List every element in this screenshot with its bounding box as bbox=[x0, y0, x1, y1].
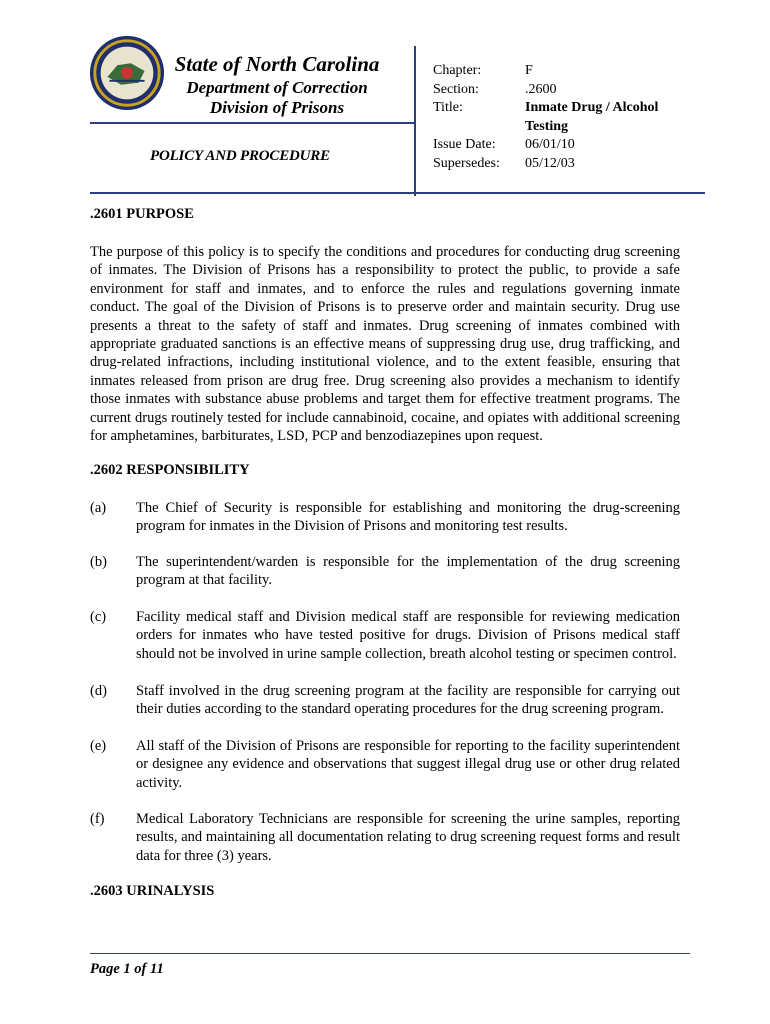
list-item bbox=[90, 737, 680, 792]
list-item-text: Facility medical staff and Division medical staff are responsible for reviewing medication orders for inmates who have tested positive for drugs. Division of Prisons medical staff should not be involved in urine sample collection, breath alcohol testing or specimen control. bbox=[136, 609, 680, 662]
policy-label: POLICY AND PROCEDURE bbox=[150, 148, 330, 164]
list-item-text: The Chief of Security is responsible for establishing and monitoring the drug-screening program for inmates in the Division of Prisons and monitoring test results. bbox=[136, 500, 680, 535]
list-item bbox=[90, 553, 680, 590]
chapter-label: Chapter: bbox=[433, 63, 482, 78]
list-item-text: Staff involved in the drug screening program at the facility are responsible for carrying out their duties according to the standard operating procedures for the drug screening program. bbox=[136, 683, 680, 718]
list-item-label: (a) bbox=[90, 500, 107, 516]
header-divider-vertical bbox=[414, 46, 416, 196]
list-item-label: (e) bbox=[90, 738, 107, 754]
list-item-label: (d) bbox=[90, 683, 107, 699]
division-title: Division of Prisons bbox=[209, 98, 345, 117]
chapter-value: F bbox=[525, 63, 533, 78]
list-item bbox=[90, 682, 680, 719]
supersedes-value: 05/12/03 bbox=[525, 155, 575, 171]
supersedes-label: Supersedes: bbox=[433, 155, 500, 171]
title-label: Title: bbox=[433, 100, 463, 115]
department-seal-icon bbox=[88, 34, 166, 112]
state-title: State of North Carolina bbox=[174, 52, 380, 76]
page-number: Page 1 of 11 bbox=[90, 961, 164, 977]
issue-date-label: Issue Date: bbox=[433, 137, 496, 152]
header-divider-bottom bbox=[90, 192, 705, 194]
list-item-text: All staff of the Division of Prisons are responsible for reporting to the facility superintendent or designee any evidence and observations that suggest illegal drug use or other drug related activity. bbox=[136, 738, 680, 791]
purpose-heading: .2601 PURPOSE bbox=[90, 206, 194, 222]
list-item bbox=[90, 810, 680, 865]
list-item bbox=[90, 608, 680, 663]
title-value-line1: Inmate Drug / Alcohol bbox=[525, 100, 659, 115]
department-title: Department of Correction bbox=[186, 78, 368, 97]
list-item bbox=[90, 499, 680, 536]
list-item-label: (b) bbox=[90, 554, 107, 570]
title-value-line2: Testing bbox=[525, 118, 569, 134]
list-item-text: Medical Laboratory Technicians are responsible for screening the urine samples, reporting results, and maintaining all documentation relating to drug screening request forms and result data for three (3) years. bbox=[136, 811, 680, 864]
document-meta bbox=[433, 62, 685, 173]
urinalysis-heading: .2603 URINALYSIS bbox=[90, 883, 215, 899]
list-item-text: The superintendent/warden is responsible for the implementation of the drug screening program at that facility. bbox=[136, 554, 680, 589]
section-value: .2600 bbox=[525, 81, 557, 97]
footer-divider bbox=[90, 953, 690, 954]
list-item-label: (f) bbox=[90, 811, 105, 827]
responsibility-heading: .2602 RESPONSIBILITY bbox=[90, 462, 250, 478]
section-label: Section: bbox=[433, 81, 479, 97]
header-divider-left bbox=[90, 122, 415, 124]
list-item-label: (c) bbox=[90, 609, 107, 625]
issue-date-value: 06/01/10 bbox=[525, 137, 575, 152]
purpose-paragraph: The purpose of this policy is to specify the conditions and procedures for conducting drug screening of inmates. The Division of Prisons has a responsibility to protect the public, to provide a safe environment for staff and inmates, and to enforce the rules and regulations governing inmate conduct. The goal of the Division of Prisons is to preserve order and maintain security. Drug use presents a threat to the safety of staff and inmates. Drug screening of inmates combined with appropriate graduated sanctions is an effective means of suppressing drug use, drug trafficking, and drug-related infractions, including institutional violence, and to the extent feasible, ensuring that inmates released from prison are drug free. Drug screening also provides a mechanism to identify those inmates with substance abuse problems and target them for effective treatment programs. The current drugs routinely tested for include cannabinoid, cocaine, and opiates with additional screening for amphetamines, barbiturates, LSD, PCP and benzodiazepines upon request. bbox=[90, 244, 680, 445]
